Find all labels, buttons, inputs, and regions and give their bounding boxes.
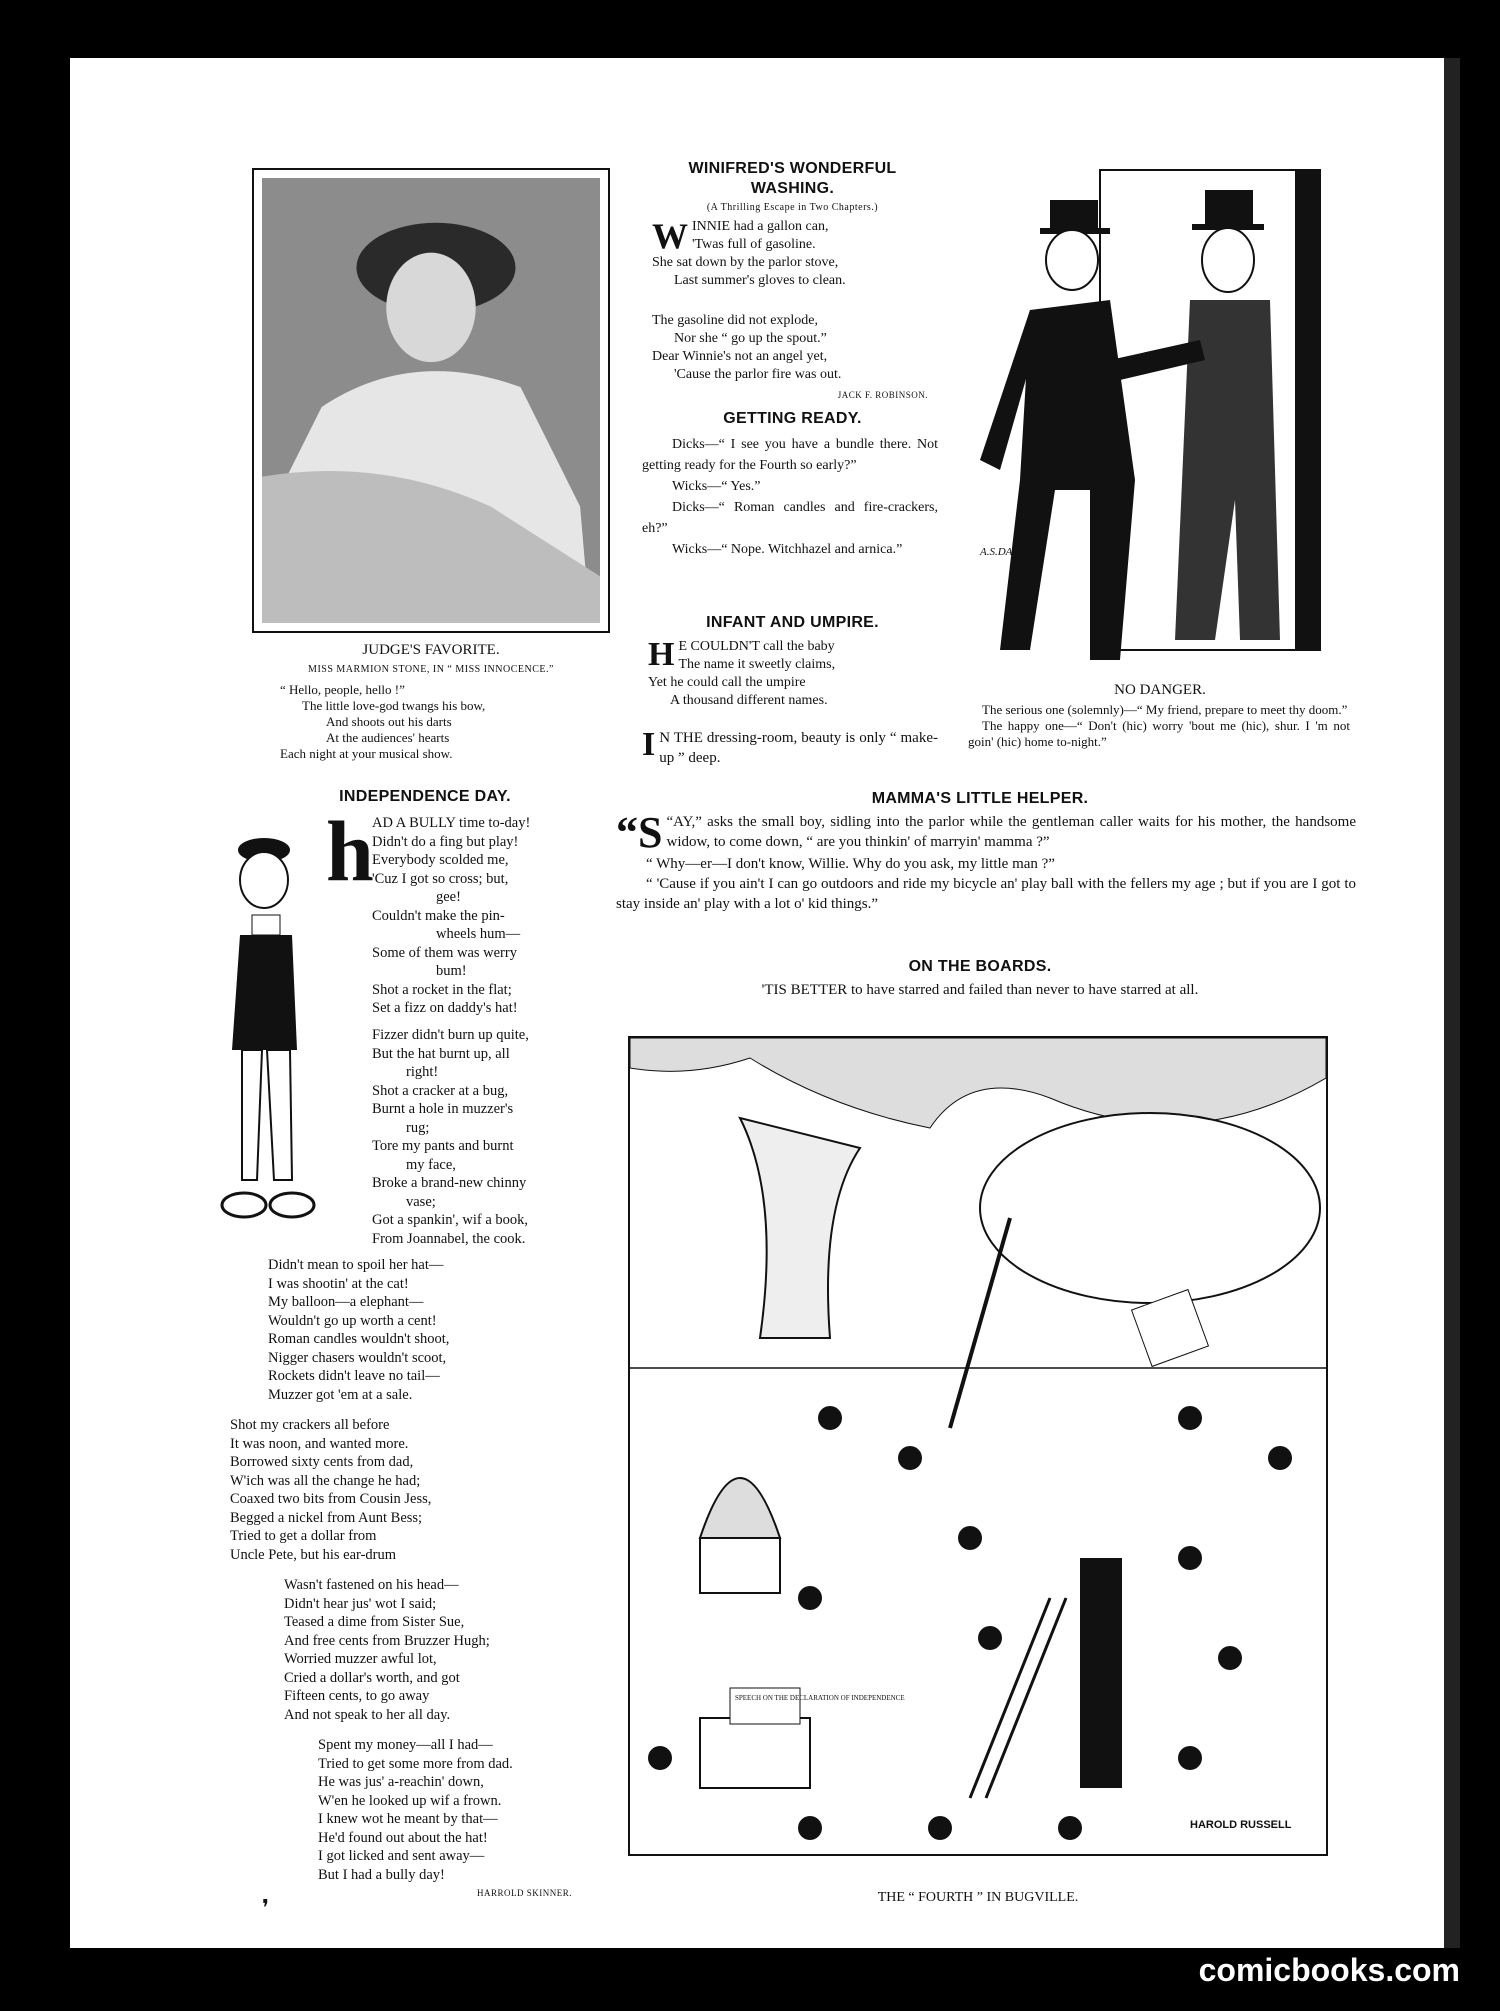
on-the-boards-title: ON THE BOARDS.	[908, 958, 1052, 975]
no-danger-text	[968, 702, 1350, 750]
dropcap: W	[652, 216, 688, 256]
verse-line: At the audiences' hearts	[326, 730, 450, 745]
verse-line: But I had a bully day!	[318, 1866, 445, 1883]
verse-line: Couldn't make the pin-	[372, 907, 505, 924]
verse-line: Got a spankin', wif a book,	[372, 1212, 529, 1228]
verse-line: Nigger chasers wouldn't scoot,	[268, 1349, 447, 1366]
verse-line: Fizzer didn't burn up quite,	[372, 1027, 529, 1043]
verse-line: “ Hello, people, hello !”	[280, 682, 405, 697]
verse-line: I got licked and sent away—	[318, 1848, 485, 1864]
verse-line: But the hat burnt up, all	[372, 1045, 510, 1062]
verse-line: And not speak to her all day.	[284, 1706, 451, 1723]
verse-line: Spent my money—all I had—	[318, 1737, 493, 1753]
verse-line: Shot a cracker at a bug,	[372, 1082, 509, 1099]
stern-gentleman	[1110, 190, 1280, 640]
winifred-stanza-2	[652, 312, 942, 384]
verse-line: Tried to get some more from dad.	[318, 1755, 513, 1772]
verse-line: bum!	[436, 963, 467, 979]
dialogue-line: Wicks—“ Yes.”	[672, 479, 761, 494]
verse-line: Didn't mean to spoil her hat—	[268, 1257, 444, 1273]
infant-umpire-title: INFANT AND UMPIRE.	[706, 614, 879, 631]
verse-line: Yet he could call the umpire	[648, 675, 806, 690]
verse-line: Rockets didn't leave no tail—	[268, 1368, 440, 1384]
dropcap-letter: S	[638, 808, 663, 857]
winifred-title-1: WINIFRED'S WONDERFUL	[688, 160, 897, 177]
verse-line: The gasoline did not explode,	[652, 313, 819, 328]
verse-line: W'ich was all the change he had;	[230, 1472, 421, 1489]
dialogue-line: Dicks—“ I see you have a bundle there. Not getting ready for the Fourth so early?”	[642, 437, 938, 473]
artist-signature: HAROLD RUSSELL	[1190, 1819, 1292, 1831]
photo-image	[262, 178, 600, 623]
verse-line: W'en he looked up wif a frown.	[318, 1792, 502, 1809]
verse-line: I knew wot he meant by that—	[318, 1811, 498, 1827]
page-edge	[1444, 58, 1460, 1948]
no-danger-caption: NO DANGER.	[1114, 682, 1206, 698]
verse-line: Nor she “ go up the spout.”	[674, 331, 827, 346]
verse-line: Broke a brand-new chinny	[372, 1175, 527, 1191]
verse-line: Everybody scolded me,	[372, 852, 509, 868]
portrait-figure	[262, 178, 600, 623]
verse-line: E COULDN'T call the baby	[678, 639, 835, 654]
verse-line: He'd found out about the hat!	[318, 1829, 488, 1846]
dropcap: I	[642, 726, 656, 763]
brand-watermark: comicbooks.com	[1198, 1952, 1460, 1988]
getting-ready-text	[642, 434, 938, 560]
verse-line: He was jus' a-reachin' down,	[318, 1774, 484, 1790]
dialogue-line: Dicks—“ Roman candles and fire-crackers, eh?”	[642, 500, 938, 536]
stray-mark: ❜	[262, 1895, 270, 1920]
verse-line: Fifteen cents, to go away	[284, 1688, 430, 1704]
verse-line: My balloon—a elephant—	[268, 1294, 424, 1310]
independence-stanza-5	[284, 1576, 594, 1724]
dialogue-line: The serious one (solemnly)—“ My friend, prepare to meet thy doom.”	[982, 702, 1348, 717]
independence-dropcap: h	[326, 803, 374, 899]
verse-line: wheels hum—	[436, 926, 521, 942]
verse-line: vase;	[406, 1193, 436, 1210]
judges-favorite-subtitle: MISS MARMION STONE, IN “ MISS INNOCENCE.”	[308, 664, 554, 675]
verse-line: Uncle Pete, but his ear-drum	[230, 1546, 397, 1563]
verse-line: rug;	[406, 1119, 430, 1136]
verse-line: Burnt a hole in muzzer's	[372, 1101, 514, 1117]
mammas-helper-title: MAMMA'S LITTLE HELPER.	[871, 790, 1089, 807]
bugville-illustration	[628, 1036, 1328, 1856]
verse-line: Didn't do a fing but play!	[372, 833, 519, 850]
verse-line: INNIE had a gallon can,	[692, 219, 829, 234]
verse-line: Last summer's gloves to clean.	[674, 273, 846, 288]
verse-line: Shot a rocket in the flat;	[372, 981, 512, 998]
independence-stanza-4	[230, 1416, 540, 1564]
verse-line: Tore my pants and burnt	[372, 1138, 514, 1154]
no-danger-cartoon	[960, 160, 1360, 680]
actress-photo	[252, 168, 610, 633]
verse-line: A thousand different names.	[670, 693, 828, 708]
on-the-boards-text: 'TIS BETTER to have starred and failed than never to have starred at all.	[761, 982, 1199, 998]
verse-line: Set a fizz on daddy's hat!	[372, 1000, 518, 1016]
infant-umpire-verse	[648, 638, 944, 710]
verse-line: And free cents from Bruzzer Hugh;	[284, 1632, 490, 1649]
dressing-room-text	[642, 728, 938, 768]
verse-line: Wasn't fastened on his head—	[284, 1577, 459, 1593]
boy-illustration	[212, 820, 332, 1230]
dropcap: “S	[616, 808, 663, 857]
verse-line: The little love-god twangs his bow,	[302, 698, 486, 713]
dialogue-line: Wicks—“ Nope. Witchhazel and arnica.”	[672, 542, 903, 557]
dropcap: H	[648, 636, 675, 673]
judges-favorite-title: JUDGE'S FAVORITE.	[362, 642, 500, 658]
cartoon-drawing	[960, 160, 1360, 680]
speech-sign: SPEECH ON THE DECLARATION OF INDEPENDENCE	[735, 1694, 905, 1702]
dialogue-line: “ 'Cause if you ain't I can go outdoors and ride my bicycle an' play ball with the fellers my age ; but if you are I got to stay inside an' play with a lot o' kid things.”	[616, 876, 1356, 912]
artist-signature: A.S.DAGGY	[980, 546, 1035, 558]
verse-line: Roman candles wouldn't shoot,	[268, 1331, 450, 1347]
judges-favorite-verse	[280, 682, 600, 762]
dialogue-text: “AY,” asks the small boy, sidling into the parlor while the gentleman caller waits for his mother, the handsome widow, to come down, “ are you thinkin' of marryin' mamma ?”	[666, 814, 1356, 850]
verse-line: Shot my crackers all before	[230, 1417, 390, 1433]
verse-line: Some of them was werry	[372, 944, 517, 961]
verse-line: 'Cause the parlor fire was out.	[674, 367, 842, 382]
verse-line: I was shootin' at the cat!	[268, 1275, 409, 1292]
independence-byline: HARROLD SKINNER.	[476, 1888, 572, 1898]
winifred-byline: JACK F. ROBINSON.	[837, 390, 928, 400]
verse-line: 'Twas full of gasoline.	[692, 237, 816, 252]
winifred-title-2: WASHING.	[750, 180, 835, 197]
verse-line: Each night at your musical show.	[280, 746, 453, 761]
independence-stanza-3	[268, 1256, 568, 1404]
verse-line: Teased a dime from Sister Sue,	[284, 1614, 465, 1630]
verse-line: right!	[406, 1064, 439, 1080]
bugville-drawing	[630, 1038, 1326, 1854]
independence-stanza-2	[372, 1026, 594, 1248]
verse-line: AD A BULLY time to-day!	[372, 815, 531, 831]
verse-line: It was noon, and wanted more.	[230, 1435, 409, 1452]
verse-line: Borrowed sixty cents from dad,	[230, 1454, 414, 1470]
verse-line: Begged a nickel from Aunt Bess;	[230, 1509, 423, 1526]
verse-line: Muzzer got 'em at a sale.	[268, 1386, 413, 1403]
verse-line: The name it sweetly claims,	[678, 657, 836, 672]
dialogue-line	[616, 808, 1356, 857]
getting-ready-title: GETTING READY.	[723, 410, 862, 427]
verse-line: From Joannabel, the cook.	[372, 1230, 526, 1247]
bugville-caption: THE “ FOURTH ” IN BUGVILLE.	[877, 1890, 1079, 1905]
signature	[979, 546, 1036, 558]
verse-line: Didn't hear jus' wot I said;	[284, 1595, 437, 1612]
verse-line: Worried muzzer awful lot,	[284, 1651, 437, 1667]
winifred-subtitle: (A Thrilling Escape in Two Chapters.)	[706, 202, 879, 213]
independence-stanza-1	[372, 814, 594, 1018]
verse-line: Dear Winnie's not an angel yet,	[652, 349, 828, 364]
verse-line: Wouldn't go up worth a cent!	[268, 1312, 437, 1329]
drunk-gentleman	[980, 200, 1135, 660]
verse-line: my face,	[406, 1156, 456, 1173]
verse-line: gee!	[436, 889, 461, 905]
dressing-room-line: N THE dressing-room, beauty is only “ make-up ” deep.	[659, 730, 938, 766]
winifred-stanza-1	[652, 218, 942, 290]
verse-line: Cried a dollar's worth, and got	[284, 1669, 460, 1686]
verse-line: Coaxed two bits from Cousin Jess,	[230, 1491, 432, 1507]
verse-line: 'Cuz I got so cross; but,	[372, 870, 509, 887]
boy-drawing	[212, 820, 332, 1230]
mammas-helper-text	[616, 808, 1356, 914]
dialogue-line: “ Why—er—I don't know, Willie. Why do you ask, my little man ?”	[646, 856, 1055, 872]
independence-stanza-6	[318, 1736, 608, 1884]
independence-title: INDEPENDENCE DAY.	[339, 788, 511, 805]
verse-line: Tried to get a dollar from	[230, 1528, 377, 1544]
dialogue-line: The happy one—“ Don't (hic) worry 'bout me (hic), shur. I 'm not goin' (hic) home to-night.”	[968, 718, 1350, 749]
verse-line: She sat down by the parlor stove,	[652, 255, 839, 270]
verse-line: And shoots out his darts	[326, 714, 452, 729]
